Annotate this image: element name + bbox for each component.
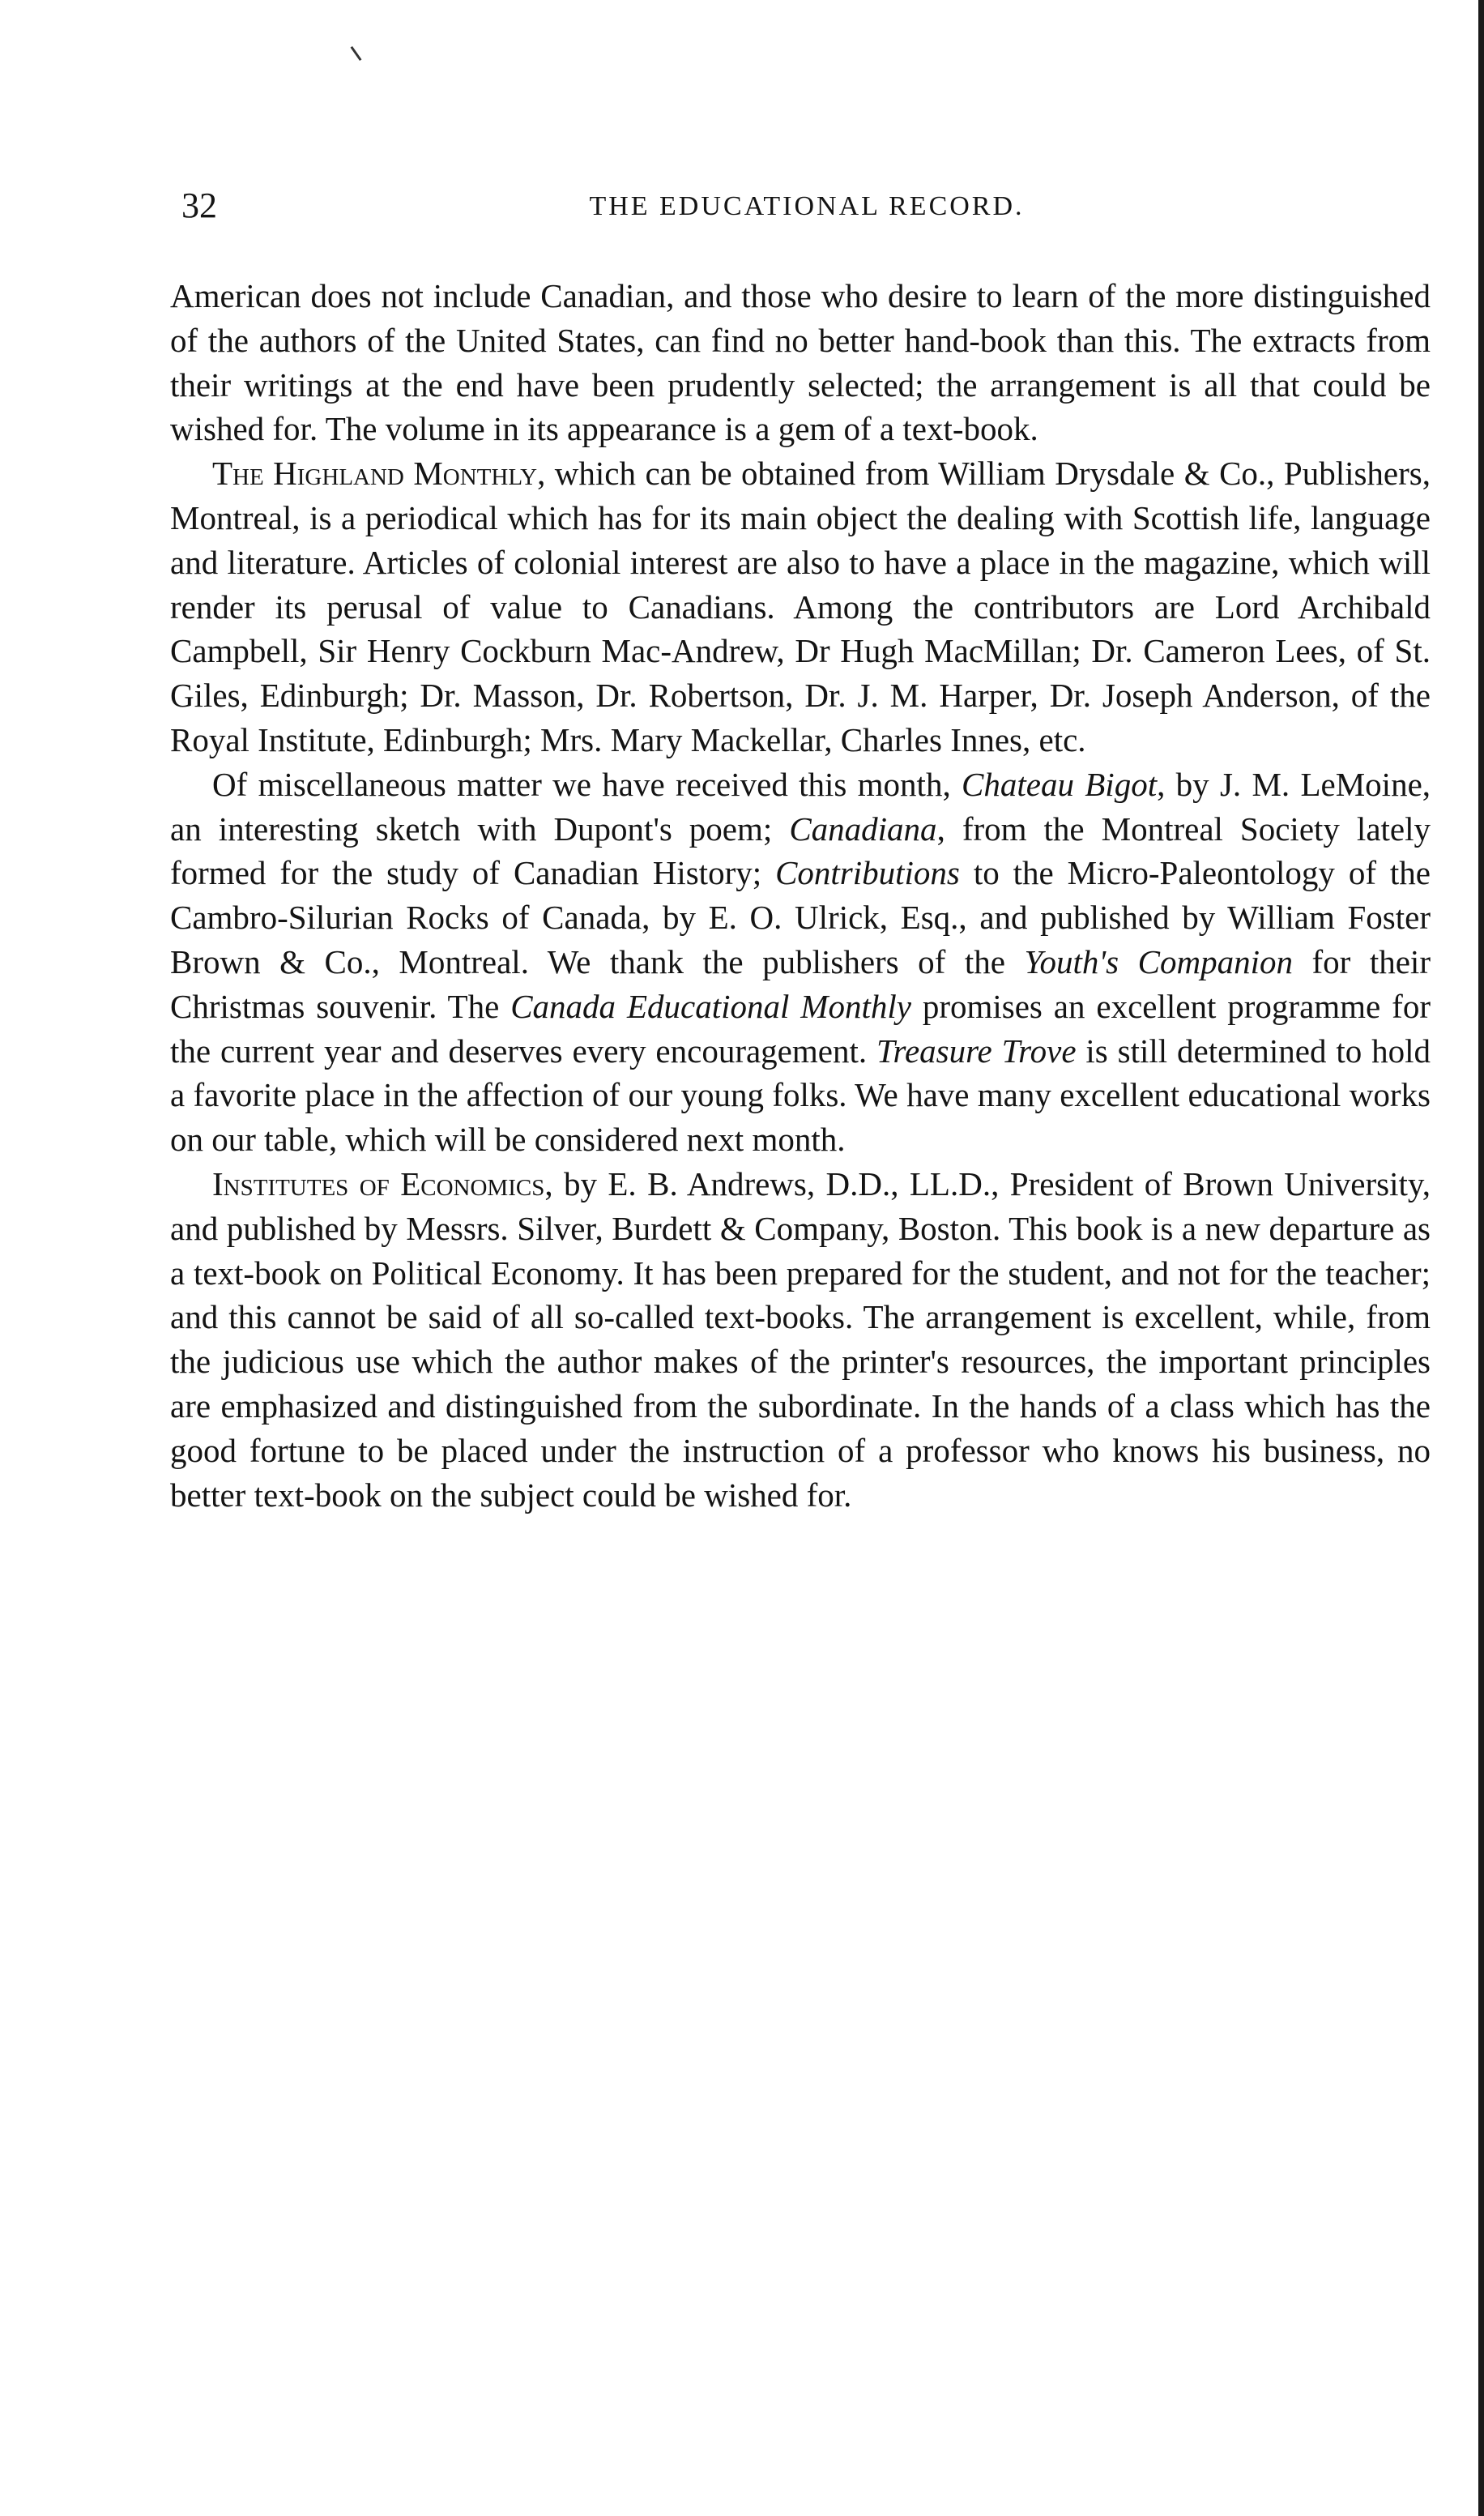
page-number: 32 bbox=[181, 186, 217, 225]
paragraph-text: , by J. M. LeMoine, an interesting sketch with Dupont's poem; bbox=[170, 765, 1431, 848]
italic-title: Youth's Companion bbox=[1024, 942, 1293, 980]
paragraph-text: for their Christmas souvenir. The bbox=[170, 942, 1431, 1025]
italic-title: Contributions bbox=[775, 854, 960, 892]
paragraph-3 bbox=[170, 762, 1431, 1162]
italic-title: Canadiana bbox=[789, 809, 937, 848]
running-title: THE EDUCATIONAL RECORD. bbox=[589, 191, 1025, 221]
paragraph-text: , from the Montreal Society lately formed for the study of Canadian History; bbox=[170, 809, 1431, 892]
paragraph-text: promises an excellent programme for the current year and deserves every encouragement. bbox=[170, 987, 1431, 1070]
paragraph-text: , by E. B. Andrews, D.D., LL.D., President of Brown University, and published by Messrs. Silver, Burdett & Company, Boston. This book is a new departure as a text-book on Political Economy. It has been prepared for the student, and not for the teacher; and this cannot be said of all so-called text-books. The arrangement is excellent, while, from the judicious use which the author makes of the printer's resources, the important principles are emphasized and distinguished from the subordinate. In the hands of a class which has the good fortune to be placed under the instruction of a professor who knows his business, no better text-book on the subject could be wished for. bbox=[170, 1164, 1431, 1514]
paragraph-4 bbox=[170, 1162, 1431, 1517]
paragraph-1: American does not include Canadian, and those who desire to learn of the more distinguished of the authors of the United States, can find no better hand-book than this. The extracts from their writings at the end have been prudently selected; the arrangement is all that could be wished for. The volume in its appearance is a gem of a text-book. bbox=[170, 277, 1431, 448]
page-header bbox=[181, 182, 1432, 230]
paragraph-text: to the Micro-Paleontology of the Cambro-Silurian Rocks of Canada, by E. O. Ulrick, Esq., and published by William Foster Brown & Co., Montreal. We thank the publishers of the bbox=[170, 854, 1431, 980]
body-text bbox=[170, 274, 1431, 1517]
page-edge-shadow bbox=[1478, 0, 1484, 2516]
italic-title: Chateau Bigot bbox=[962, 765, 1158, 803]
book-title: Institutes of Economics bbox=[212, 1164, 545, 1202]
paragraph-2 bbox=[170, 451, 1431, 762]
publication-title: The Highland Monthly bbox=[212, 455, 538, 493]
paragraph-text: is still determined to hold a favorite place in the affection of our young folks. We have many excellent educational works on our table, which will be considered next month. bbox=[170, 1032, 1431, 1159]
paragraph-text: Of miscellaneous matter we have received this month, bbox=[212, 765, 962, 803]
italic-title: Canada Educational Monthly bbox=[510, 987, 911, 1025]
italic-title: Treasure Trove bbox=[876, 1032, 1077, 1070]
print-speck bbox=[351, 46, 362, 61]
paragraph-text: , which can be obtained from William Drysdale & Co., Publishers, Montreal, is a periodical which has for its main object the dealing with Scottish life, language and literature. Articles of colonial interest are also to have a place in the magazine, which will render its perusal of value to Canadians. Among the contributors are Lord Archibald Campbell, Sir Henry Cockburn Mac-Andrew, Dr Hugh MacMillan; Dr. Cameron Lees, of St. Giles, Edinburgh; Dr. Masson, Dr. Robertson, Dr. J. M. Harper, Dr. Joseph Anderson, of the Royal Institute, Edinburgh; Mrs. Mary Mackellar, Charles Innes, etc. bbox=[170, 455, 1431, 758]
